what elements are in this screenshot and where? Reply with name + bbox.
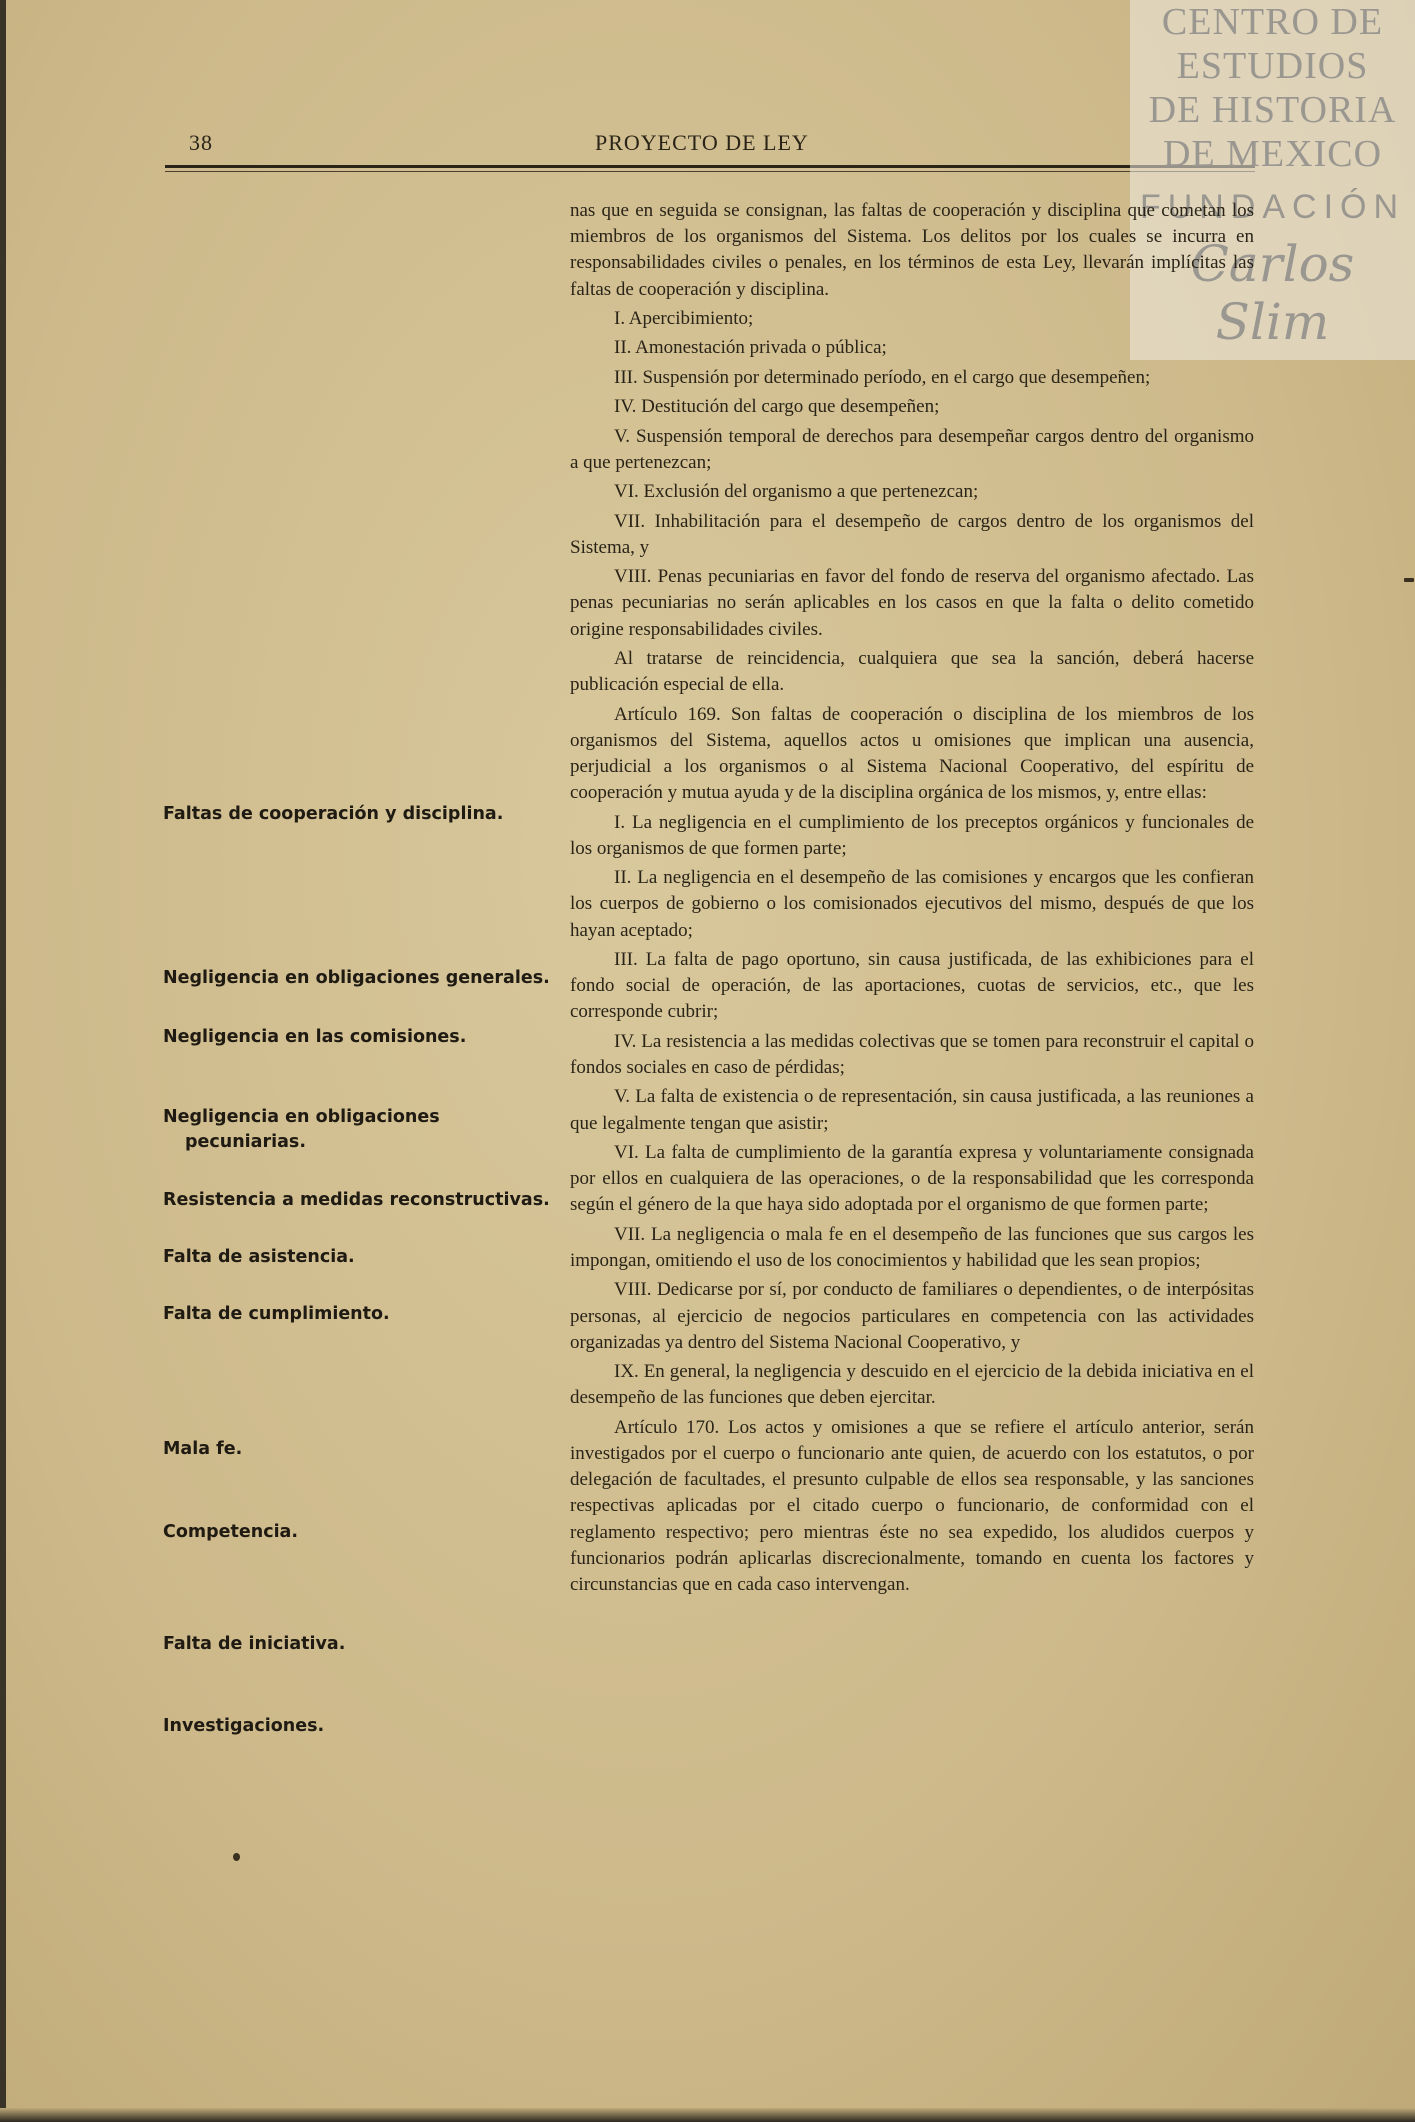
watermark-line: CENTRO DE (1161, 1, 1384, 43)
margin-note: Resistencia a medidas reconstructivas. (163, 1190, 550, 1210)
margin-note: Negligencia en obligaciones pecuniarias. (163, 1107, 440, 1152)
watermark-signature: Carlos Slim (1190, 235, 1355, 351)
running-title: PROYECTO DE LEY (595, 130, 809, 155)
list-item: III. La falta de pago oportuno, sin causa justificada, de las exhibiciones para el fondo social de operación, de las aportaciones, cuotas de servicios, etc., que les corresponde cubrir; (570, 948, 1254, 1023)
watermark-foundation: FUNDACIÓN (1139, 188, 1406, 226)
page-bottom-edge (0, 2108, 1415, 2122)
margin-note: Competencia. (163, 1522, 299, 1542)
list-item: III. Suspensión por determinado período, en el cargo que desempeñen; (614, 366, 1151, 388)
list-item: V. Suspensión temporal de derechos para desempeñar cargos dentro del organismo a que pertenezcan; (570, 425, 1254, 473)
list-item: IV. Destitución del cargo que desempeñen; (614, 396, 940, 418)
list-item: VI. Exclusión del organismo a que pertenezcan; (614, 481, 979, 503)
margin-note: Falta de asistencia. (163, 1247, 355, 1267)
watermark-line: DE HISTORIA (1148, 89, 1397, 131)
watermark-line: ESTUDIOS (1176, 45, 1369, 87)
body-text (570, 198, 1254, 1601)
margin-note: Falta de cumplimiento. (163, 1304, 390, 1324)
article-170: Artículo 170. Los actos y omisiones a que se refiere el artículo anterior, serán investigados por el cuerpo o funcionario ante quien, de acuerdo con los estatutos, o por delegación de facultades, el presunto culpable de ellos sea responsable, y las sanciones respectivas aplicadas por el citado cuerpo o funcionario, de conformidad con el reglamento respectivo; pero mientras éste no sea expedido, los aludidos cuerpos y funcionarios podrán aplicarlas discrecionalmente, tomando en cuenta los factores y circunstancias que en cada caso intervengan. (570, 1416, 1254, 1595)
paragraph: Al tratarse de reincidencia, cualquiera que sea la sanción, deberá hacerse publicación especial de ella. (570, 647, 1254, 696)
header-rule-thin (165, 171, 1255, 172)
list-item: VIII. Dedicarse por sí, por conducto de familiares o dependientes, o de interpósitas personas, al ejercicio de negocios particulares en competencia con las actividades organizadas ya dentro del Sistema Nacional Cooperativo, y (570, 1279, 1254, 1353)
margin-note: Falta de iniciativa. (163, 1634, 346, 1654)
watermark-line: DE MEXICO (1162, 133, 1383, 175)
margin-note: Negligencia en obligaciones generales. (163, 968, 550, 988)
page-header (165, 126, 1255, 158)
list-item: IV. La resistencia a las medidas colectivas que se tomen para reconstruir el capital o fondos sociales en caso de pérdidas; (570, 1030, 1254, 1078)
header-rule (165, 165, 1255, 168)
paragraph: nas que en seguida se consignan, las faltas de cooperación y disciplina que cometan los miembros de los organismos del Sistema. Los delitos por los cuales se incurra en responsabilidades civiles o penales, en los términos de esta Ley, llevarán implícitas las faltas de cooperación y disciplina. (570, 200, 1254, 300)
list-item: IX. En general, la negligencia y descuido en el ejercicio de la debida iniciativa en el desempeño de las funciones que deben ejercitar. (570, 1361, 1254, 1409)
ink-spot (233, 1853, 240, 1861)
page-left-edge (0, 0, 6, 2122)
list-item: V. La falta de existencia o de representación, sin causa justificada, a las reuniones a que legalmente tengan que asistir; (570, 1086, 1254, 1134)
margin-note: Negligencia en las comisiones. (163, 1027, 467, 1047)
margin-note: Investigaciones. (163, 1716, 325, 1736)
list-item: II. Amonestación privada o pública; (614, 337, 887, 359)
article-169: Artículo 169. Son faltas de cooperación o disciplina de los miembros de los organismos del Sistema, aquellos actos u omisiones que implican una ausencia, perjudicial a los organismos o al Sistema Nacional Cooperativo, del espíritu de cooperación y mutua ayuda y de la disciplina orgánica de los mismos, y, entre ellas: (570, 703, 1254, 804)
ink-spot (1404, 578, 1414, 582)
list-item: II. La negligencia en el desempeño de las comisiones y encargos que les confieran los cuerpos de gobierno o los comisionados ejecutivos del mismo, después de que los hayan aceptado; (570, 867, 1254, 941)
margin-note: Faltas de cooperación y disciplina. (163, 804, 504, 824)
margin-note: Mala fe. (163, 1439, 243, 1459)
list-item: I. La negligencia en el cumplimiento de los preceptos orgánicos y funcionales de los organismos de que formen parte; (570, 811, 1254, 859)
list-item: VII. Inhabilitación para el desempeño de cargos dentro de los organismos del Sistema, y (570, 510, 1254, 558)
list-item: VI. La falta de cumplimiento de la garantía expresa y voluntariamente consignada por ellos en cualquiera de las operaciones, o de la responsabilidad que les corresponda según el género de la que haya sido adoptada por el organismo de que formen parte; (570, 1141, 1254, 1216)
list-item: VIII. Penas pecuniarias en favor del fondo de reserva del organismo afectado. Las penas pecuniarias no serán aplicables en los casos en que la falta o delito cometido origine responsabilidades civiles. (570, 566, 1254, 640)
list-item: VII. La negligencia o mala fe en el desempeño de las funciones que sus cargos les impongan, omitiendo el uso de los conocimientos y habilidad que les sean propios; (570, 1223, 1254, 1271)
list-item: I. Apercibimiento; (614, 308, 754, 329)
page-number: 38 (189, 130, 213, 155)
